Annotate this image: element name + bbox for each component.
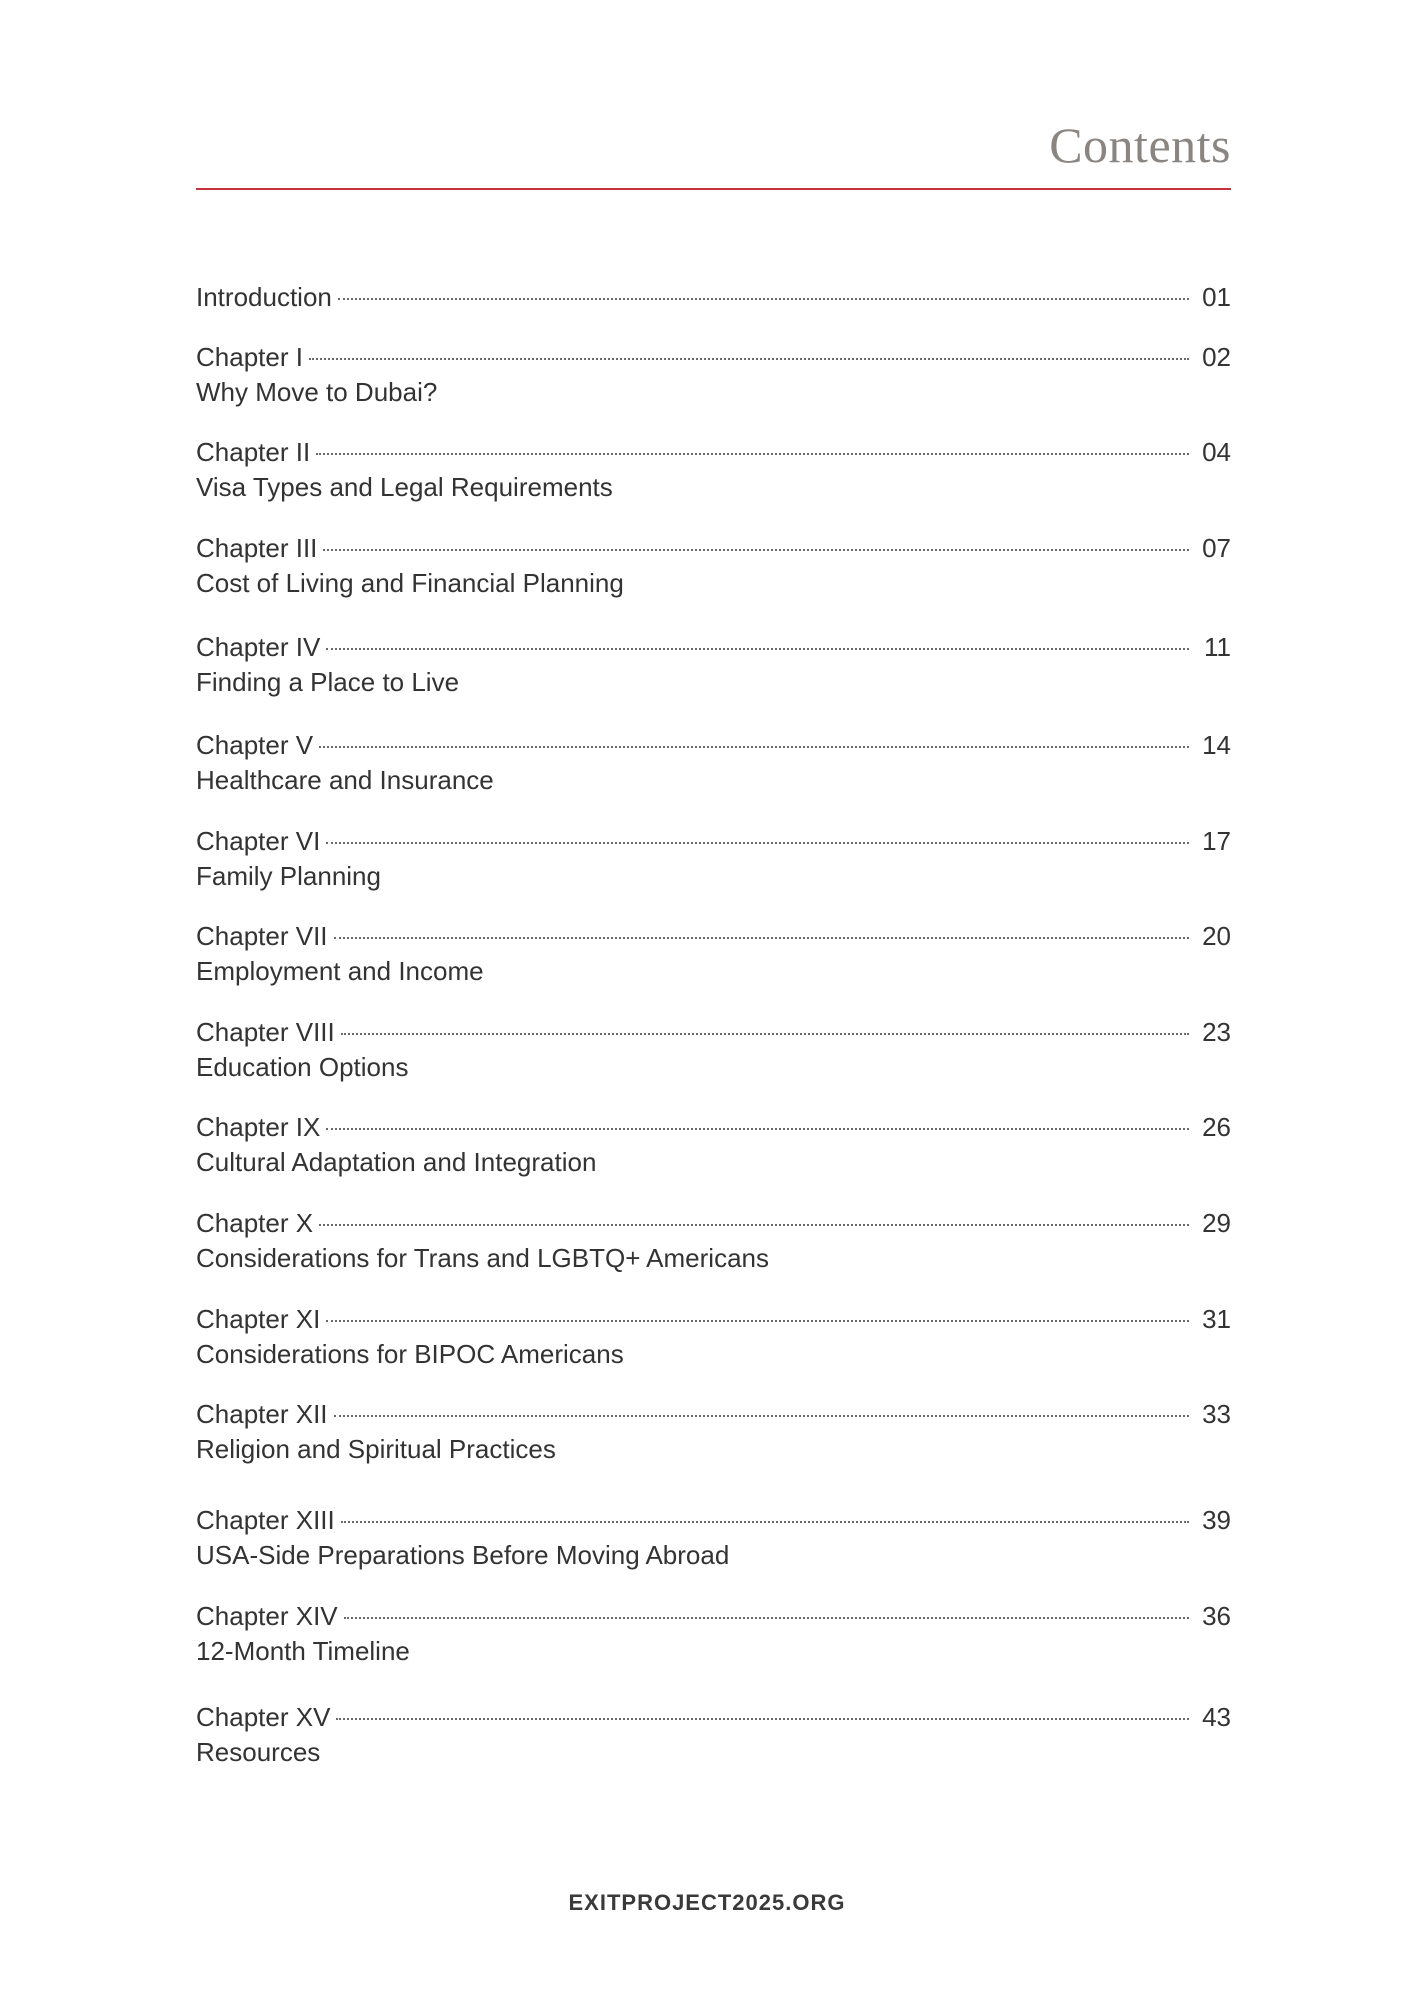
- toc-entry-chapter-2[interactable]: [196, 435, 1231, 505]
- toc-entry-chapter-12[interactable]: [196, 1397, 1231, 1467]
- toc-entry-label: Introduction: [196, 282, 332, 312]
- toc-entry-subtitle: Visa Types and Legal Requirements: [196, 472, 613, 502]
- dot-leader: [326, 648, 1189, 650]
- toc-entry-page: 29: [1202, 1208, 1231, 1238]
- toc-entry-chapter-13[interactable]: [196, 1503, 1231, 1573]
- dot-leader: [316, 453, 1189, 455]
- toc-entry-page: 07: [1202, 533, 1231, 563]
- toc-entry-page: 33: [1202, 1399, 1231, 1429]
- toc-entry-subtitle: Education Options: [196, 1052, 409, 1082]
- toc-entry-subtitle: Finding a Place to Live: [196, 667, 460, 697]
- toc-entry-page: 01: [1202, 282, 1231, 312]
- toc-entry-page: 11: [1204, 632, 1231, 662]
- toc-entry-label: Chapter X: [196, 1208, 314, 1238]
- toc-entry-label: Chapter IV: [196, 632, 321, 662]
- toc-entry-label: Chapter VI: [196, 826, 321, 856]
- toc-entry-chapter-10[interactable]: [196, 1206, 1231, 1276]
- toc-entry-label: Chapter VIII: [196, 1017, 335, 1047]
- dot-leader: [319, 746, 1189, 748]
- toc-entry-page: 43: [1202, 1702, 1231, 1732]
- toc-entry-chapter-5[interactable]: [196, 728, 1231, 798]
- toc-entry-chapter-8[interactable]: [196, 1015, 1231, 1085]
- toc-entry-subtitle: Cultural Adaptation and Integration: [196, 1147, 597, 1177]
- toc-entry-subtitle: Employment and Income: [196, 956, 484, 986]
- footer-site-link[interactable]: EXITPROJECT2025.ORG: [568, 1890, 846, 1915]
- toc-entry-label: Chapter XIV: [196, 1601, 338, 1631]
- dot-leader: [336, 1718, 1189, 1720]
- dot-leader: [326, 842, 1189, 844]
- toc-entry-chapter-9[interactable]: [196, 1110, 1231, 1180]
- toc-entry-chapter-1[interactable]: [196, 340, 1231, 410]
- toc-entry-label: Chapter IX: [196, 1112, 321, 1142]
- toc-entry-subtitle: Why Move to Dubai?: [196, 377, 438, 407]
- toc-entry-subtitle: Religion and Spiritual Practices: [196, 1434, 556, 1464]
- toc-entry-label: Chapter I: [196, 342, 303, 372]
- dot-leader: [323, 549, 1189, 551]
- toc-entry-page: 36: [1202, 1601, 1231, 1631]
- toc-entry-label: Chapter XIII: [196, 1505, 335, 1535]
- toc-entry-subtitle: Cost of Living and Financial Planning: [196, 568, 624, 598]
- dot-leader: [334, 937, 1189, 939]
- toc-entry-label: Chapter VII: [196, 921, 328, 951]
- toc-entry-subtitle: Considerations for Trans and LGBTQ+ Americans: [196, 1243, 769, 1273]
- dot-leader: [326, 1320, 1189, 1322]
- toc-entry-label: Chapter XI: [196, 1304, 321, 1334]
- toc-entry-page: 04: [1202, 437, 1231, 467]
- toc-entry-chapter-3[interactable]: [196, 531, 1231, 601]
- toc-entry-label: Chapter V: [196, 730, 314, 760]
- toc-entry-chapter-11[interactable]: [196, 1302, 1231, 1372]
- toc-entry-page: 17: [1202, 826, 1231, 856]
- toc-entry-chapter-4[interactable]: [196, 630, 1231, 700]
- toc-entry-subtitle: 12-Month Timeline: [196, 1636, 410, 1666]
- toc-entry-page: 31: [1202, 1304, 1231, 1334]
- toc-entry-introduction[interactable]: [196, 280, 1231, 314]
- toc-entry-subtitle: Resources: [196, 1737, 321, 1767]
- toc-entry-label: Chapter III: [196, 533, 318, 563]
- toc-entry-label: Chapter XV: [196, 1702, 331, 1732]
- dot-leader: [341, 1033, 1189, 1035]
- toc-entry-chapter-14[interactable]: [196, 1599, 1231, 1669]
- toc-entry-page: 26: [1202, 1112, 1231, 1142]
- toc-entry-page: 23: [1202, 1017, 1231, 1047]
- toc-entry-subtitle: Considerations for BIPOC Americans: [196, 1339, 624, 1369]
- dot-leader: [326, 1128, 1189, 1130]
- dot-leader: [344, 1617, 1189, 1619]
- toc-entry-subtitle: USA-Side Preparations Before Moving Abroad: [196, 1540, 730, 1570]
- toc-entry-chapter-7[interactable]: [196, 919, 1231, 989]
- dot-leader: [319, 1224, 1189, 1226]
- dot-leader: [338, 298, 1189, 300]
- toc-entry-label: Chapter II: [196, 437, 311, 467]
- dot-leader: [334, 1415, 1189, 1417]
- toc-entry-page: 02: [1202, 342, 1231, 372]
- dot-leader: [341, 1521, 1189, 1523]
- toc-entry-label: Chapter XII: [196, 1399, 328, 1429]
- toc-entry-page: 39: [1202, 1505, 1231, 1535]
- dot-leader: [309, 358, 1189, 360]
- toc-entry-page: 14: [1202, 730, 1231, 760]
- toc-entry-page: 20: [1202, 921, 1231, 951]
- toc-entry-chapter-15[interactable]: [196, 1700, 1231, 1770]
- page-title: Contents: [1049, 117, 1231, 173]
- toc-entry-subtitle: Healthcare and Insurance: [196, 765, 494, 795]
- toc-entry-subtitle: Family Planning: [196, 861, 381, 891]
- table-of-contents: [196, 0, 1231, 1800]
- toc-entry-chapter-6[interactable]: [196, 824, 1231, 894]
